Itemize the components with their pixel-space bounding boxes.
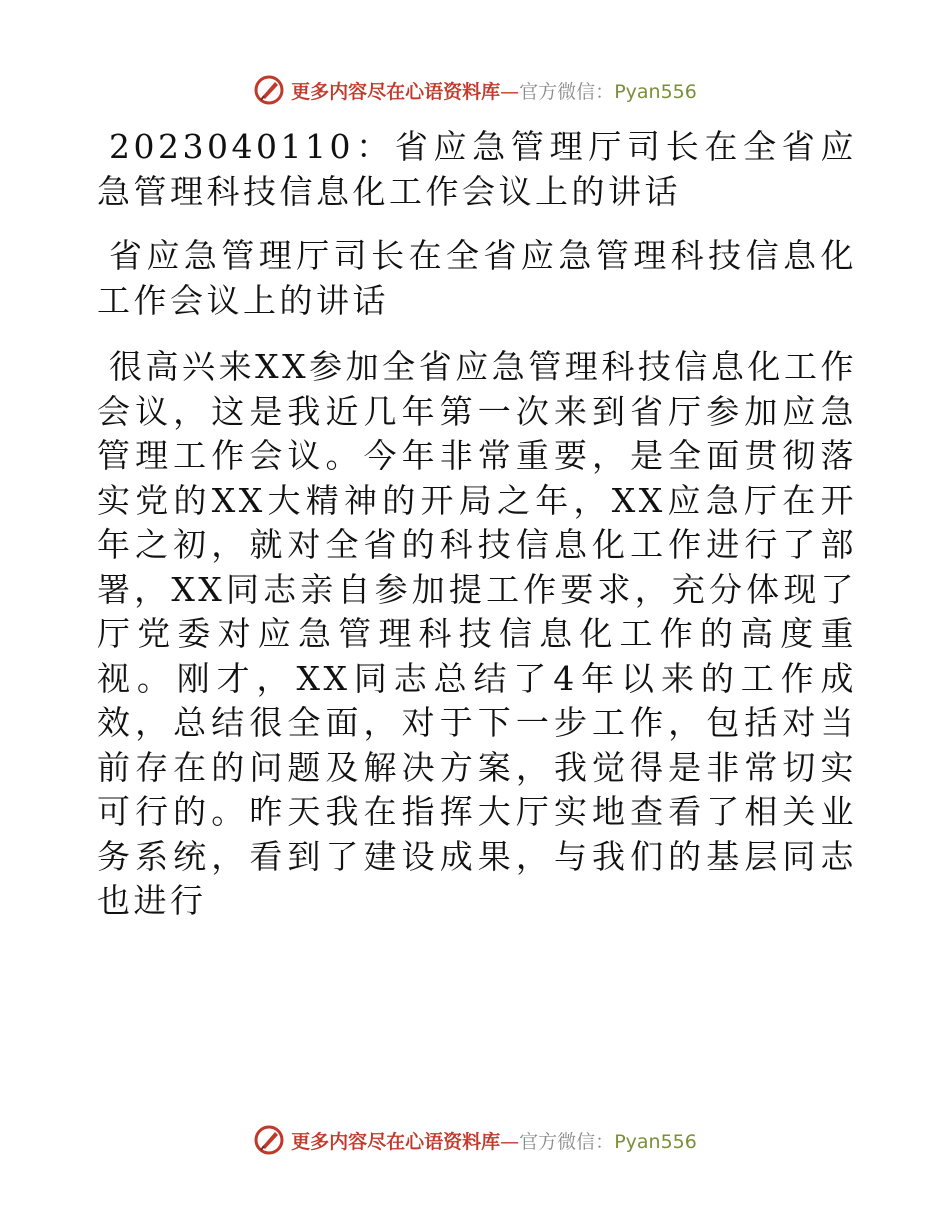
watermark-text: 更多内容尽在心语资料库—官方微信：Pyan556 [291, 80, 697, 103]
document-body: 很高兴来XX参加全省应急管理科技信息化工作会议，这是我近几年第一次来到省厅参加应急管理工作会议。今年非常重要，是全面贯彻落实党的XX大精神的开局之年，XX应急厅在开年之初，就对全省的科技信息化工作进行了部署，XX同志亲自参加提工作要求，充分体现了厅党委对应急管理科技信息化工作的高度重视。刚才，XX同志总结了4年以来的工作成效，总结很全面，对于下一步工作，包括对当前存在的问题及解决方案，我觉得是非常切实可行的。昨天我在指挥大厅实地查看了相关业务系统，看到了建设成果，与我们的基层同志也进行 [97, 347, 857, 920]
watermark-text: 更多内容尽在心语资料库—官方微信：Pyan556 [291, 1130, 697, 1153]
header-watermark [0, 70, 950, 110]
document-subtitle: 省应急管理厅司长在全省应急管理科技信息化工作会议上的讲话 [97, 236, 857, 320]
document-content [97, 125, 857, 924]
footer-watermark [0, 1120, 950, 1160]
document-title: 2023040110：省应急管理厅司长在全省应急管理科技信息化工作会议上的讲话 [97, 127, 857, 211]
quill-pen-logo-icon [253, 1124, 285, 1156]
quill-pen-logo-icon [253, 74, 285, 106]
